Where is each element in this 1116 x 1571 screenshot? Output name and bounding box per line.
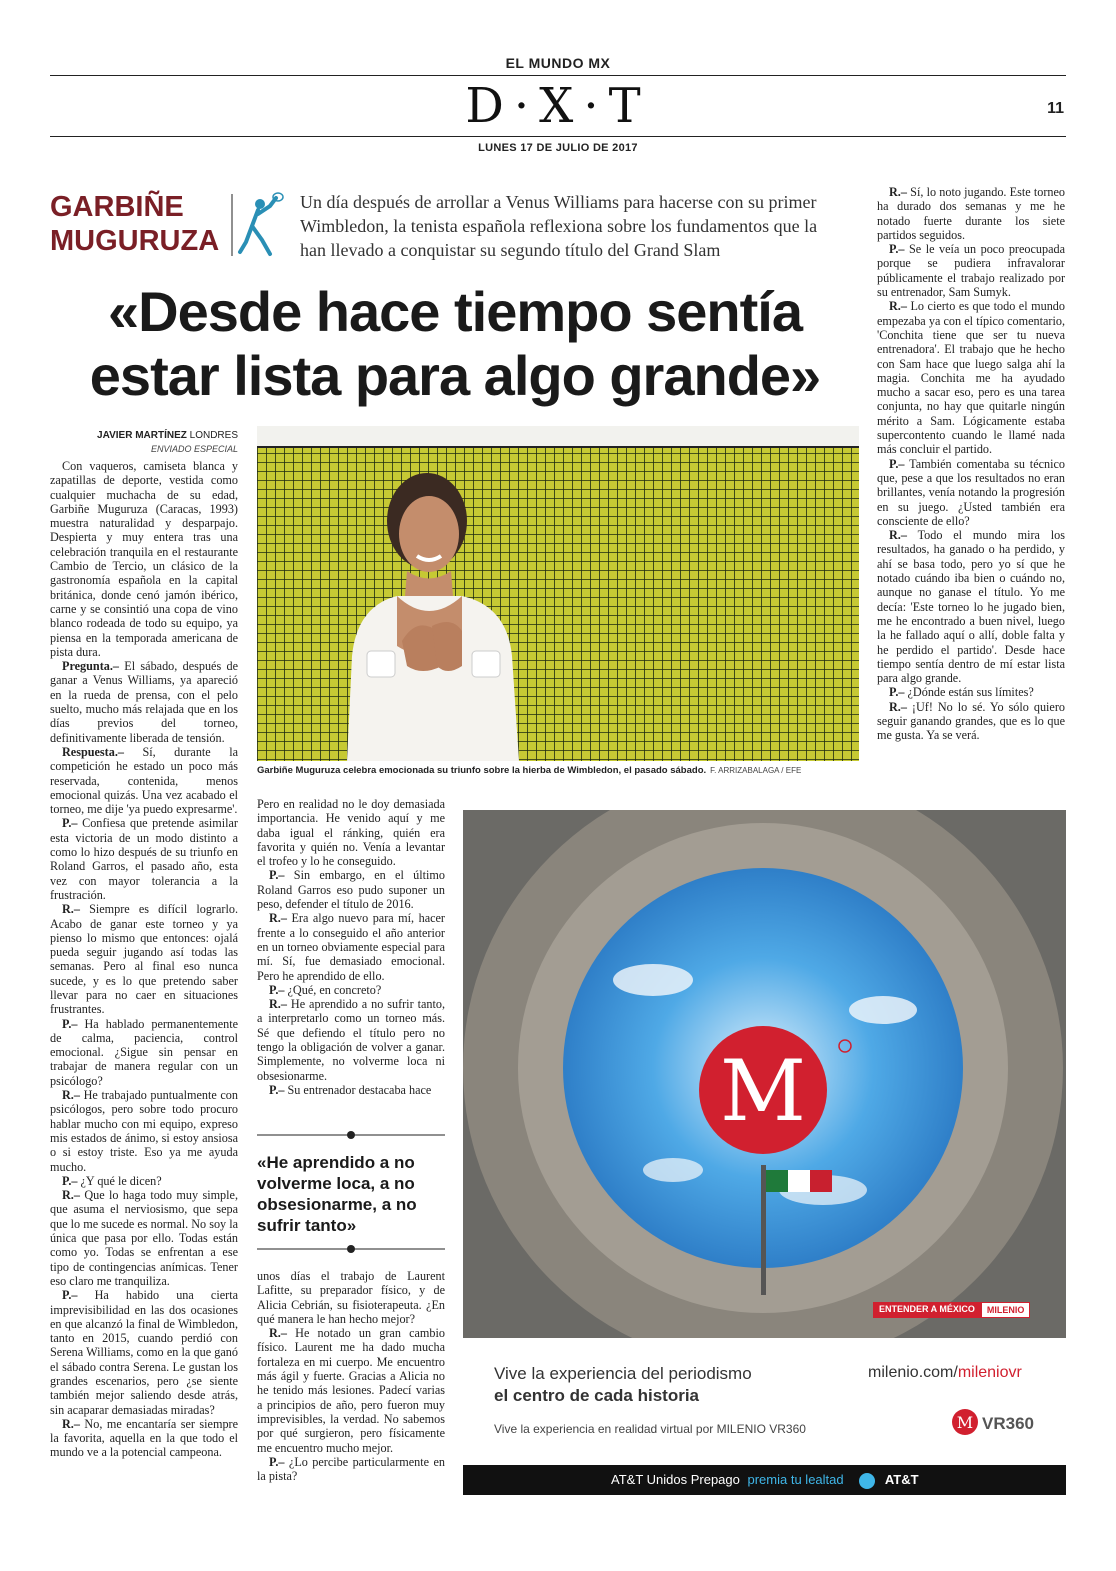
sponsor-brand: AT&T — [884, 1472, 919, 1487]
ad-url-prefix: milenio.com/ — [868, 1364, 958, 1381]
article-paragraph: R.– Siempre es difícil lograrlo. Acabo de ganar este torneo y ya pienso lo mismo que entonces: ojalá pueda seguir jugando así todas las semanas. Pero al final eso nunca sucede, y es lo que pretendo saber llevar para no caer en situaciones frustrantes. — [50, 902, 238, 1017]
masthead-rule-bottom — [50, 136, 1066, 137]
speaker-label: R.– — [62, 1088, 80, 1103]
article-paragraph: P.– También comentaba su técnico que, pese a que los resultados no eran brillantes, venía notando la progresión en su juego. ¿Usted también era consciente de ello? — [877, 456, 1065, 528]
article-column-1 — [50, 459, 238, 1460]
byline-location: LONDRES — [189, 430, 238, 441]
pull-quote-divider-bottom — [257, 1242, 445, 1256]
page-number: 11 — [1047, 100, 1064, 117]
issue-date: LUNES 17 DE JULIO DE 2017 — [478, 142, 638, 154]
ad-headline-2: el centro de cada historia — [494, 1386, 700, 1405]
article-paragraph: R.– ¡Uf! No lo sé. Yo sólo quiero seguir ganando grandes, que es lo que me gusta. Ya se verá. — [877, 699, 1065, 743]
svg-text:M: M — [956, 1413, 974, 1432]
ad-url[interactable] — [868, 1364, 1022, 1382]
speaker-label: Pregunta.– — [62, 659, 119, 674]
sponsor-highlight: premia tu lealtad — [747, 1472, 844, 1487]
article-paragraph: Pregunta.– El sábado, después de ganar a Venus Williams, ya apareció en la rueda de prensa, con el pelo suelto, mucho más relajada que en los días previos del torneo, definitivamente liberada de tensión. — [50, 659, 238, 745]
article-paragraph: R.– Era algo nuevo para mí, hacer frente a lo conseguido el año anterior en un torneo obviamente especial para mí. Sí, fue demasiado emocional. Pero he aprendido de ello. — [257, 911, 445, 983]
article-paragraph: R.– He aprendido a no sufrir tanto, a interpretarlo como un torneo más. Sé que defiendo el título pero no tengo la obligación de volver a ganar. Simplemente, no volverme loca ni obsesionarme. — [257, 997, 445, 1083]
photo-credit: F. ARRIZABALAGA / EFE — [710, 766, 802, 775]
article-paragraph: P.– Ha habido una cierta imprevisibilidad en las dos ocasiones en que alcanzó la final de Wimbledon, tanto en 2015, cuando perdió con Serena Williams, como en la que ganó el sábado contra Serena. Le gustan los grandes escenarios, pero ¿se siente también mejor saliendo desde atrás, sin acaparar demasiadas miradas? — [50, 1288, 238, 1417]
speaker-label: R.– — [62, 1416, 80, 1431]
section-title: D·X·T — [465, 78, 651, 134]
article-paragraph: R.– Todo el mundo mira los resultados, ha ganado o ha perdido, y ahí se basa todo, pero yo sí que he notado cuándo iba bien o cuándo no, aunque no ganase el título. Yo me decía: 'Este torneo lo he jugado bien, me he encontrado a buen nivel, luego la he fallado aquí o allí, doble falta y he perdido el partido'. Desde hace tiempo sentía dentro de mí estar lista para algo grande. — [877, 528, 1065, 686]
article-column-2-top — [257, 797, 445, 1097]
article-paragraph: R.– He trabajado puntualmente con psicólogos, pero sobre todo procuro hablar mucho con mi equipo, expreso mis estados de ánimo, si estoy ansiosa o si estoy triste. Eso ya me ayuda mucho. — [50, 1088, 238, 1174]
article-headline: «Desde hace tiempo sentía estar lista para algo grande» — [89, 280, 821, 407]
speaker-label: R.– — [889, 528, 907, 543]
masthead-rule-top — [50, 75, 1066, 76]
svg-text:VR360: VR360 — [982, 1414, 1034, 1433]
article-paragraph: unos días el trabajo de Laurent Lafitte, su preparador físico, y de Alicia Cebrián, su fisioterapeuta. ¿En qué manera le han hecho mejor? — [257, 1269, 445, 1326]
speaker-label: R.– — [889, 699, 907, 714]
speaker-label: P.– — [889, 456, 905, 471]
speaker-label: P.– — [62, 1173, 78, 1188]
speaker-label: R.– — [269, 997, 287, 1012]
article-paragraph: P.– ¿Qué, en concreto? — [269, 982, 382, 997]
speaker-label: P.– — [62, 1016, 78, 1031]
byline — [50, 430, 238, 441]
speaker-label: R.– — [62, 1188, 80, 1203]
tennis-player-icon — [230, 192, 286, 258]
article-paragraph: Respuesta.– Sí, durante la competición he estado un poco más reservada, contenida, menos emocional quizás. Una vez acabado el torneo, me dije 'ya puedo expresarme'. — [50, 744, 238, 817]
sponsor-text: AT&T Unidos Prepago — [611, 1472, 740, 1487]
article-photo — [257, 426, 859, 761]
photo-caption — [257, 765, 859, 776]
article-paragraph: P.– ¿Y qué le dicen? — [62, 1173, 162, 1188]
article-paragraph: P.– Su entrenador destacaba hace — [269, 1082, 432, 1097]
speaker-label: P.– — [269, 982, 285, 997]
article-paragraph: P.– ¿Lo percibe particularmente en la pista? — [257, 1454, 445, 1484]
speaker-label: P.– — [269, 1082, 285, 1097]
speaker-label: R.– — [889, 299, 907, 314]
article-paragraph: R.– Sí, lo noto jugando. Este torneo ha durado dos semanas y me he notado fuerte durante los siete partidos seguidos. — [877, 185, 1065, 242]
ad-image — [463, 810, 1066, 1338]
article-paragraph: R.– Lo cierto es que todo el mundo empezaba ya con el típico comentario, 'Conchita tiene que ser tu nueva entrenadora'. El trabajo que he hecho con Sam hace que luego salga ahí la magia. Conchita me ha ayudado mucho a sacar eso, pero es una tarea conjunta, no hay que quitarle ningún mérito a Sam. Lógicamente estaba supercontento cuando le llamé nada más concluir el partido. — [877, 299, 1065, 457]
pull-quote-divider-top — [257, 1128, 445, 1142]
ad-subline: Vive la experiencia en realidad virtual por MILENIO VR360 — [494, 1422, 806, 1436]
milenio-logo: M — [719, 1042, 807, 1140]
article-column-2-bottom — [257, 1269, 445, 1483]
article-paragraph: R.– He notado un gran cambio físico. Laurent me ha dado mucha fortaleza en mi cuerpo. Me encuentro más ágil y fuerte. Gracias a Alicia no he tenido más lesiones. Padecí varias a principios de año, pero fueron muy imprevisibles, la verdad. No sabemos por qué surgieron, pero físicamente me encuentro mucho mejor. — [257, 1326, 445, 1455]
article-paragraph: R.– No, me encantaría ser siempre la favorita, aquella en la que todo el mundo ve a la potencial campeona. — [50, 1416, 238, 1460]
speaker-label: R.– — [889, 185, 907, 199]
speaker-label: P.– — [62, 1288, 78, 1303]
article-deck: Un día después de arrollar a Venus Williams para hacerse con su primer Wimbledon, la tenista española reflexiona sobre los fundamentos que la han llevado a conquistar su segundo título del Grand Slam — [300, 192, 818, 260]
speaker-label: P.– — [889, 685, 905, 700]
speaker-label: P.– — [889, 242, 905, 257]
article-paragraph: Pero en realidad no le doy demasiada importancia. He venido aquí y me daba igual el ránking, quién era favorita y quién no. Venía a levantar el trofeo y lo he conseguido. — [257, 797, 445, 869]
pull-quote: «He aprendido a no volverme loca, a no obsesionarme, a no sufrir tanto» — [257, 1153, 417, 1235]
article-paragraph: P.– Se le veía un poco preocupada porque se pudiera infravalorar públicamente el trabajo realizado por su entrenador, Sam Sumyk. — [877, 242, 1065, 300]
article-paragraph: P.– ¿Dónde están sus límites? — [889, 685, 1034, 700]
speaker-label: R.– — [269, 911, 287, 926]
speaker-label: R.– — [62, 902, 80, 917]
article-subject: GARBIÑE MUGURUZA — [50, 191, 220, 257]
ad-tagline — [873, 1302, 1030, 1318]
milenio-vr-logo-icon — [950, 1407, 1040, 1437]
ad-headline-1: Vive la experiencia del periodismo — [494, 1364, 752, 1383]
ad-tag-right: MILENIO — [981, 1302, 1031, 1318]
byline-role: ENVIADO ESPECIAL — [150, 444, 238, 454]
article-paragraph: Con vaqueros, camiseta blanca y zapatillas de deporte, vestida como cualquier muchacha de su edad, Garbiñe Muguruza (Caracas, 1993) muestra naturalidad y desparpajo. Despierta y muy entera tras una celebración tranquila en el restaurante Cambio de Tercio, un clásico de la gastronomía española en la capital británica, donde cenó jamón ibérico, carne y se consintió una copa de vino blanco rodeada de todo su equipo, ya piensa en la temporada americana de pista dura. — [50, 459, 238, 659]
byline-name: JAVIER MARTÍNEZ — [97, 430, 187, 441]
ad-tag-left: ENTENDER A MÉXICO — [873, 1302, 981, 1318]
speaker-label: Respuesta.– — [62, 744, 124, 759]
sponsor-bar — [463, 1465, 1066, 1495]
article-paragraph: R.– Que lo haga todo muy simple, que asuma el nerviosismo, que sepa que lo me sucede es normal. No soy la única que pasa por ello. Todas están como yo. Todas se enfrentan a ese tipo de contingencias anímicas. Tener eso claro me tranquiliza. — [50, 1188, 238, 1288]
att-globe-icon — [859, 1473, 875, 1489]
ad-url-suffix: mileniovr — [957, 1364, 1022, 1381]
speaker-label: P.– — [269, 868, 285, 883]
article-column-3 — [877, 185, 1065, 743]
publication-name: EL MUNDO MX — [505, 55, 611, 71]
photo-caption-text: Garbiñe Muguruza celebra emocionada su triunfo sobre la hierba de Wimbledon, el pasado sábado. — [257, 765, 707, 776]
article-paragraph: P.– Ha hablado permanentemente de calma, paciencia, control emocional. ¿Sigue sin pensar en trabajar de manera regular con un psicólogo? — [50, 1016, 238, 1088]
speaker-label: P.– — [269, 1454, 285, 1469]
speaker-label: R.– — [269, 1326, 287, 1341]
speaker-label: P.– — [62, 816, 78, 831]
article-paragraph: P.– Sin embargo, en el último Roland Garros eso pudo suponer un peso, defender el título de 2016. — [257, 868, 445, 912]
article-paragraph: P.– Confiesa que pretende asimilar esta victoria de un modo distinto a como lo hizo después de su triunfo en Roland Garros, el pasado año, esta vez con mayor tolerancia a la frustración. — [50, 816, 238, 902]
